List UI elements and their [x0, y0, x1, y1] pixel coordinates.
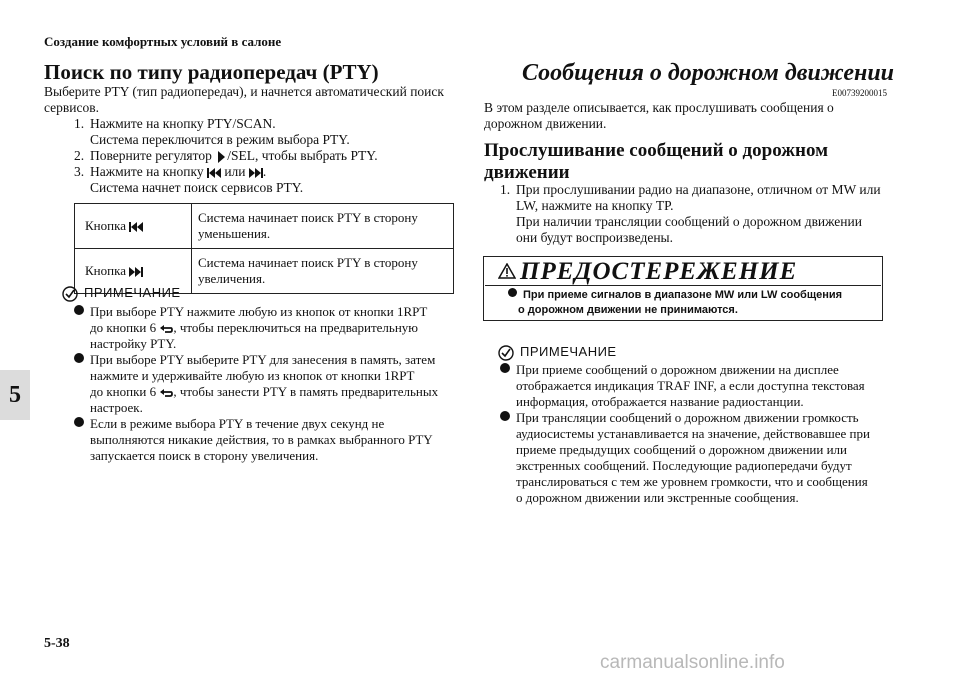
bullet-icon — [508, 288, 517, 297]
note-line: до кнопки 6 — [90, 320, 157, 335]
left-intro-line-2: сервисов. — [44, 100, 99, 115]
note-line: настройку PTY. — [90, 336, 177, 351]
subtitle-line: движении — [484, 162, 570, 183]
note-line: аудиосистемы устанавливается на значение, действовавшее при — [516, 426, 870, 441]
left-title: Поиск по типу радиопередач (PTY) — [44, 60, 379, 84]
return-arrow-icon — [159, 384, 173, 399]
table-value-line: увеличения. — [198, 271, 266, 286]
step-1-text: Нажмите на кнопку PTY/SCAN. — [90, 116, 276, 131]
table-value-cell — [192, 204, 454, 249]
left-note-3 — [74, 416, 433, 464]
seek-forward-icon — [249, 164, 263, 179]
step-line: При наличии трансляции сообщений о дорожном движении — [516, 214, 862, 229]
bullet-icon — [74, 353, 84, 363]
note-line: до кнопки 6 — [90, 384, 157, 399]
right-note-2 — [500, 410, 870, 506]
tune-knob-icon — [215, 148, 227, 163]
note-line: отображается индикация TRAF INF, а если доступна текстовая — [516, 378, 865, 393]
right-intro-line-1: В этом разделе описывается, как прослушивать сообщения о — [484, 100, 834, 115]
table-key-cell — [75, 204, 192, 249]
section-header: Создание комфортных условий в салоне — [44, 34, 282, 49]
left-intro-line-1: Выберите PTY (тип радиопередач), и начнется автоматический поиск — [44, 84, 444, 99]
step-2-text-after: /SEL, чтобы выбрать PTY. — [227, 148, 378, 163]
step-3-text-before: Нажмите на кнопку — [90, 164, 204, 179]
right-note-header — [498, 344, 617, 361]
right-note-1 — [500, 362, 865, 410]
note-line: , чтобы занести PTY в память предварительных — [173, 384, 439, 399]
step-3-text-after: . — [262, 164, 267, 179]
right-intro-line-2: дорожном движении. — [484, 116, 607, 131]
table-key-text: Кнопка — [85, 263, 126, 278]
step-3-number: 3. — [74, 164, 85, 179]
bullet-icon — [74, 305, 84, 315]
bullet-icon — [500, 363, 510, 373]
table-row — [75, 204, 454, 249]
step-3-text-mid: или — [224, 164, 246, 179]
left-note-label: ПРИМЕЧАНИЕ — [84, 285, 181, 300]
note-line: При выборе PTY выберите PTY для занесения в память, затем — [90, 352, 436, 367]
note-line: При выборе PTY нажмите любую из кнопок от кнопки 1RPT — [90, 304, 428, 319]
section-code: E00739200015 — [832, 88, 887, 98]
note-line: настроек. — [90, 400, 143, 415]
table-value-line: Система начинает поиск PTY в сторону — [198, 210, 418, 225]
table-key-text: Кнопка — [85, 218, 126, 233]
note-line: , чтобы переключиться на предварительную — [173, 320, 419, 335]
note-icon — [498, 345, 514, 361]
bullet-icon — [74, 417, 84, 427]
note-line: выполняются никакие действия, то в рамках выбранного PTY — [90, 432, 433, 447]
right-title: Сообщения о дорожном движении — [522, 60, 895, 86]
step-3-line — [90, 164, 266, 180]
chapter-tab: 5 — [0, 370, 30, 420]
step-1-sub: Система переключится в режим выбора PTY. — [90, 132, 350, 147]
right-step-1-number: 1. — [500, 182, 511, 197]
step-line: При прослушивании радио на диапазоне, отличном от MW или — [516, 182, 881, 197]
page-number: 5-38 — [44, 636, 70, 651]
note-line: нажмите и удерживайте любую из кнопок от кнопки 1RPT — [90, 368, 415, 383]
note-line: экстренных сообщений. Последующие радиопередачи будут — [516, 458, 852, 473]
seek-direction-table — [74, 203, 454, 294]
right-subtitle — [484, 140, 828, 184]
step-2-text-before: Поверните регулятор — [90, 148, 212, 163]
step-line: они будут воспроизведены. — [516, 230, 674, 245]
note-line: При приеме сообщений о дорожном движении на дисплее — [516, 362, 839, 377]
note-line: о дорожном движении или экстренные сообщения. — [516, 490, 799, 505]
note-line: Если в режиме выбора PTY в течение двух секунд не — [90, 416, 385, 431]
step-1-number: 1. — [74, 116, 85, 131]
right-note-label: ПРИМЕЧАНИЕ — [520, 344, 617, 359]
step-3-sub: Система начнет поиск сервисов PTY. — [90, 180, 304, 195]
left-note-header — [62, 285, 181, 302]
step-2-line — [90, 148, 378, 164]
warning-line: о дорожном движении не принимаются. — [518, 304, 738, 316]
warning-line: При приеме сигналов в диапазоне MW или LW сообщения — [523, 289, 843, 301]
left-note-1 — [74, 304, 427, 352]
table-value-line: Система начинает поиск PTY в сторону — [198, 255, 418, 270]
seek-back-icon — [207, 164, 221, 179]
table-value-line: уменьшения. — [198, 226, 271, 241]
note-line: транслироваться с тем же уровнем громкости, что и сообщения — [516, 474, 868, 489]
seek-forward-icon — [129, 263, 143, 278]
warning-title: ПРЕДОСТЕРЕЖЕНИЕ — [520, 258, 798, 285]
note-line: запускается поиск в сторону увеличения. — [90, 448, 319, 463]
note-line: приеме предыдущих сообщений о дорожном движении или — [516, 442, 847, 457]
step-2-number: 2. — [74, 148, 85, 163]
note-line: При трансляции сообщений о дорожном движении громкость — [516, 410, 859, 425]
return-arrow-icon — [159, 320, 173, 335]
subtitle-line: Прослушивание сообщений о дорожном — [484, 140, 829, 161]
left-note-2 — [74, 352, 438, 416]
right-step-1 — [516, 182, 881, 246]
note-line: информация, отображается название радиостанции. — [516, 394, 804, 409]
note-icon — [62, 286, 78, 302]
table-value-cell — [192, 249, 454, 294]
step-line: LW, нажмите на кнопку TP. — [516, 198, 674, 213]
warning-text — [508, 288, 842, 318]
bullet-icon — [500, 411, 510, 421]
seek-back-icon — [129, 218, 143, 233]
watermark: carmanualsonline.info — [600, 652, 785, 673]
warning-triangle-icon — [498, 262, 516, 280]
